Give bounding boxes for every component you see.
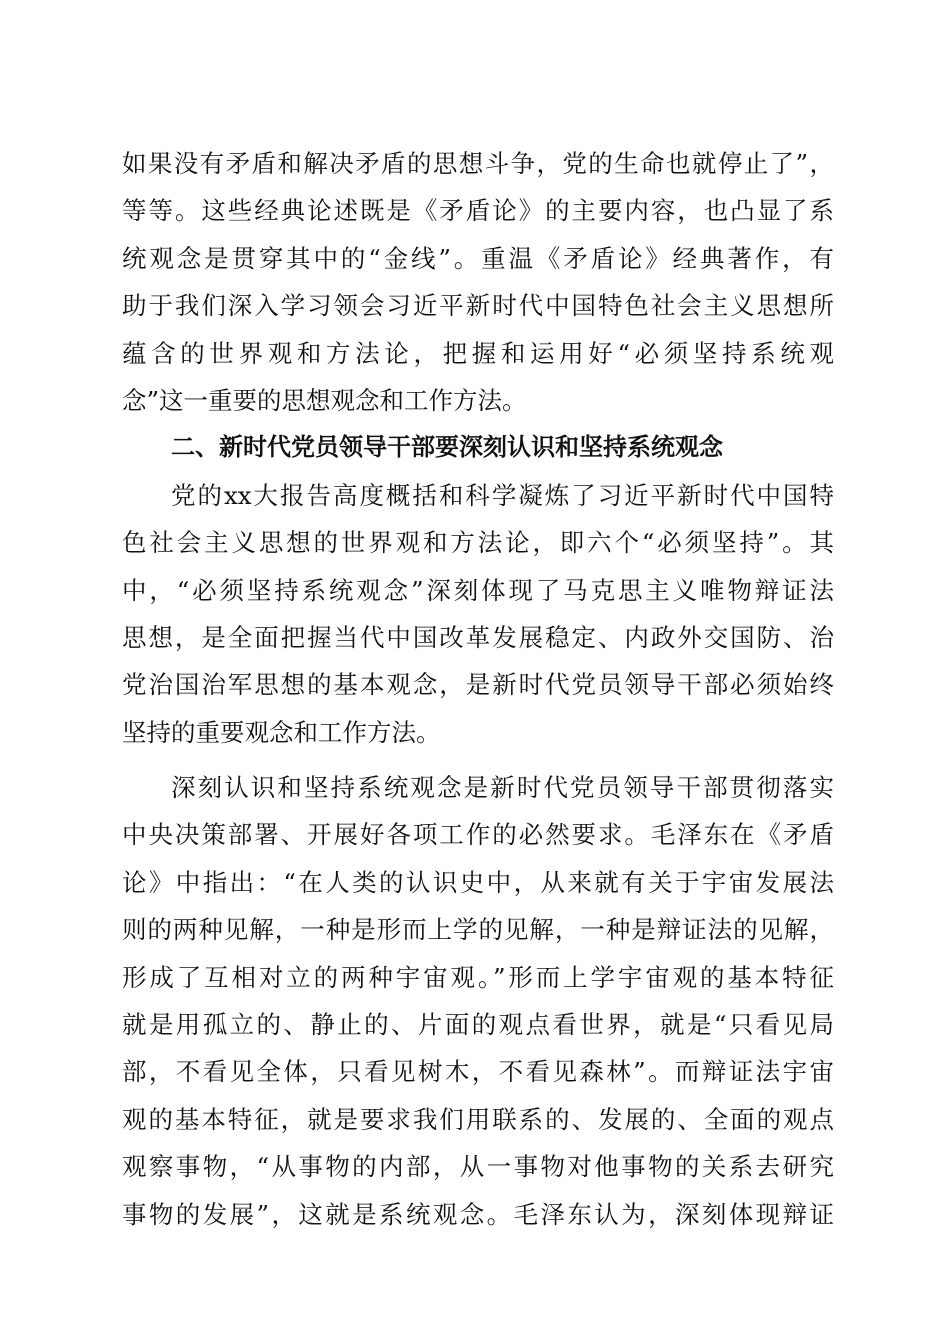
text-line: 观察事物，“从事物的内部，从一事物对他事物的关系去研究 [122,1152,834,1182]
text-line: 助于我们深入学习领会习近平新时代中国特色社会主义思想所 [122,291,834,321]
text-line: 中，“必须坚持系统观念”深刻体现了马克思主义唯物辩证法 [122,575,834,605]
text-line: 思想，是全面把握当代中国改革发展稳定、内政外交国防、治 [122,622,834,652]
text-line: 色社会主义思想的世界观和方法论，即六个“必须坚持”。其 [122,528,834,558]
text-line: 党的xx大报告高度概括和科学凝炼了习近平新时代中国特 [171,480,834,510]
text-line: 就是用孤立的、静止的、片面的观点看世界，就是“只看见局 [122,1010,834,1040]
text-line: 统观念是贯穿其中的“金线”。重温《矛盾论》经典著作，有 [122,243,834,273]
text-line: 形成了互相对立的两种宇宙观。”形而上学宇宙观的基本特征 [122,962,834,992]
text-line: 党治国治军思想的基本观念，是新时代党员领导干部必须始终 [122,670,834,700]
text-line: 观的基本特征，就是要求我们用联系的、发展的、全面的观点 [122,1104,834,1134]
document-page [122,140,834,1238]
text-line: 深刻认识和坚持系统观念是新时代党员领导干部贯彻落实 [171,773,834,803]
paragraph-2 [122,472,834,756]
text-line: 事物的发展”，这就是系统观念。毛泽东认为，深刻体现辩证 [122,1199,834,1229]
text-line: 部，不看见全体，只看见树木，不看见森林”。而辩证法宇宙 [122,1057,834,1087]
text-line: 等等。这些经典论述既是《矛盾论》的主要内容，也凸显了系 [122,196,834,226]
paragraph-continued [122,140,834,424]
paragraph-gap [122,756,834,764]
text-line: 蕴含的世界观和方法论，把握和运用好“必须坚持系统观 [122,338,834,368]
paragraph-3 [122,764,834,1238]
text-line: 则的两种见解，一种是形而上学的见解，一种是辩证法的见解， [122,915,834,945]
text-line: 论》中指出：“在人类的认识史中，从来就有关于宇宙发展法 [122,867,834,897]
text-line: 中央决策部署、开展好各项工作的必然要求。毛泽东在《矛盾 [122,820,834,850]
text-line: 坚持的重要观念和工作方法。 [122,717,441,747]
section-heading: 二、新时代党员领导干部要深刻认识和坚持系统观念 [171,433,723,462]
text-line: 念”这一重要的思想观念和工作方法。 [122,385,527,415]
text-line: 如果没有矛盾和解决矛盾的思想斗争，党的生命也就停止了”， [122,149,834,178]
